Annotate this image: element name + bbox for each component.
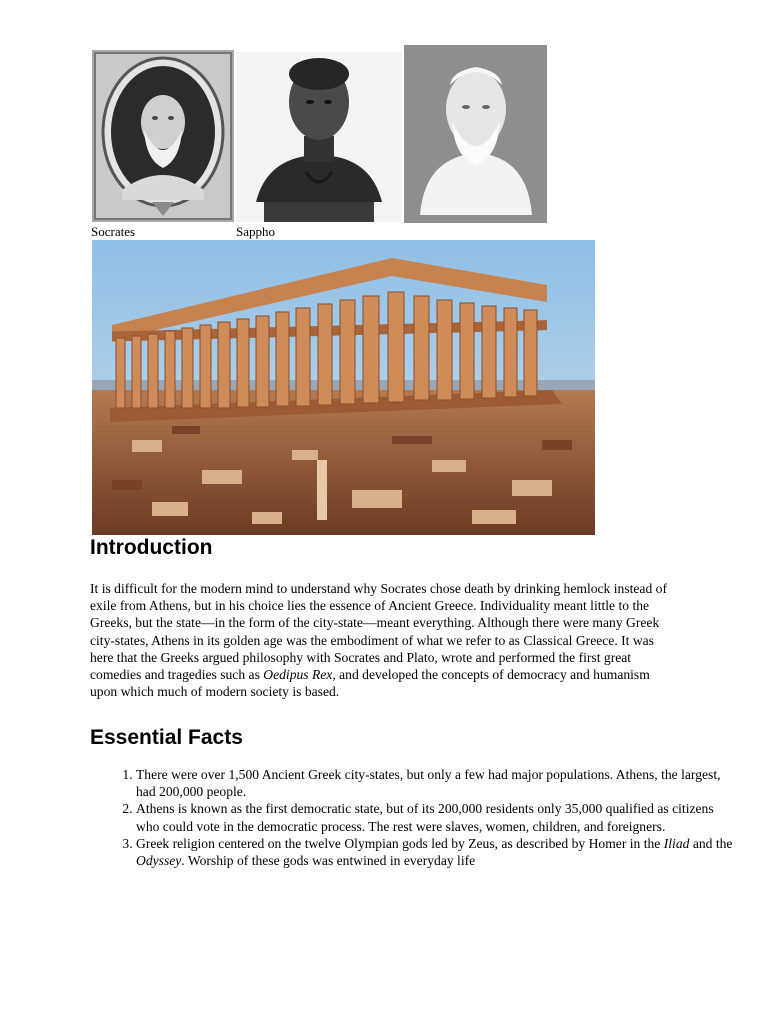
oedipus-rex-title: Oedipus Rex [263,667,333,683]
fact-text: Greek religion centered on the twelve Olympian gods led by Zeus, as described by Homer in the [136,835,664,851]
sappho-portrait [236,52,402,222]
essential-facts-list [90,766,736,869]
introduction-text-end: , and developed the concepts of democracy and humanism upon which much of modern society is based. [90,667,650,700]
introduction-heading: Introduction [90,536,213,559]
socrates-portrait [92,50,234,222]
odyssey-title: Odyssey [136,853,182,869]
fact-item-2 [136,800,736,834]
caption-sappho: Sappho [236,224,275,239]
fact-text: There were over 1,500 Ancient Greek city-states, but only a few had major populations. Athens, the largest, had 200,000 people. [136,767,721,800]
fact-text: Athens is known as the first democratic state, but of its 200,000 residents only 35,000 qualified as citizens who could vote in the democratic process. The rest were slaves, women, children, and foreigners. [136,801,714,834]
essential-facts-heading: Essential Facts [90,726,243,749]
parthenon-photo [92,240,595,535]
fact-item-3 [136,835,736,869]
fact-text: and the [689,835,733,851]
iliad-title: Iliad [663,835,690,851]
fact-text: . Worship of these gods was entwined in everyday life [181,853,476,869]
introduction-text: It is difficult for the modern mind to understand why Socrates chose death by drinking hemlock instead of exile from Athens, but in his choice lies the essence of Ancient Greece. Individuality meant little to the Greeks, but the state—in the form of the city-state—meant everything. Although there were many Greek city-states, Athens in its golden age was the embodiment of what we refer to as Classical Greece. It was here that the Greeks argued philosophy with Socrates and Plato, wrote and performed the first great comedies and tragedies such as [90,581,667,683]
marble-bust-portrait [404,45,547,223]
introduction-paragraph [90,580,680,700]
fact-item-1 [136,766,736,800]
caption-socrates: Socrates [91,224,136,239]
